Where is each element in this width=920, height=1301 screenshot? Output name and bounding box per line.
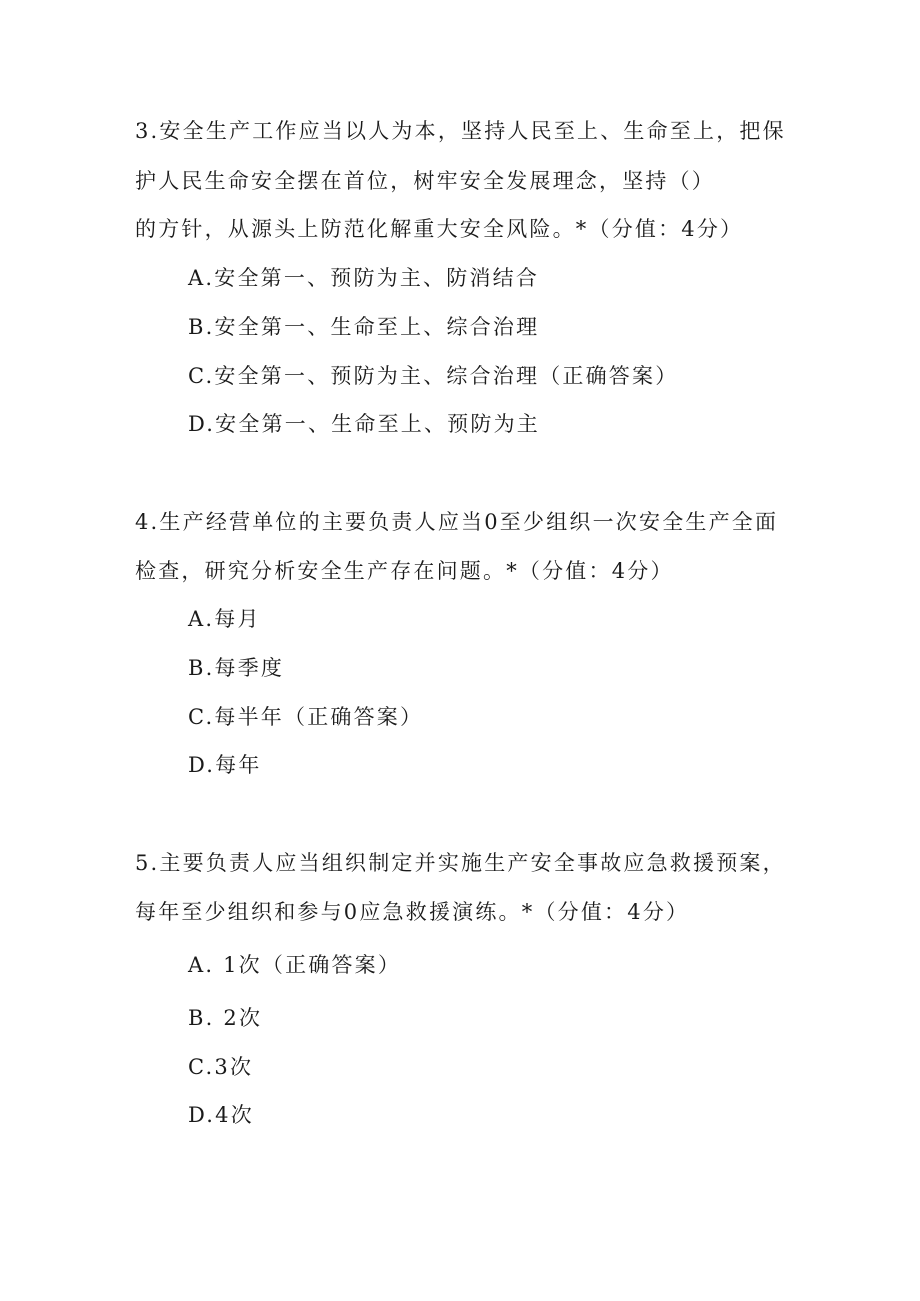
question-4-option-b: B.每季度 bbox=[188, 656, 285, 680]
question-5-option-c: C.3次 bbox=[188, 1055, 254, 1079]
question-3-stem-line-3: 的方针，从源头上防范化解重大安全风险。*（分值：4分） bbox=[135, 217, 744, 241]
question-4-stem-line-1: 4.生产经营单位的主要负责人应当0至少组织一次安全生产全面 bbox=[135, 510, 779, 534]
question-5-stem-line-1: 5.主要负责人应当组织制定并实施生产安全事故应急救援预案， bbox=[135, 851, 786, 875]
question-3-stem-line-1: 3.安全生产工作应当以人为本，坚持人民至上、生命至上，把保 bbox=[135, 119, 786, 143]
question-4-option-d: D.每年 bbox=[188, 753, 262, 777]
question-4-option-c: C.每半年（正确答案） bbox=[188, 705, 424, 729]
question-5-option-a: A. 1次（正确答案） bbox=[188, 953, 402, 977]
question-3-stem-line-2: 护人民生命安全摆在首位，树牢安全发展理念，坚持（） bbox=[135, 169, 715, 193]
question-4-stem-line-2: 检查，研究分析安全生产存在问题。*（分值：4分） bbox=[135, 559, 674, 583]
question-3-option-b: B.安全第一、生命至上、综合治理 bbox=[188, 315, 540, 339]
question-5-option-b: B. 2次 bbox=[188, 1006, 263, 1030]
question-5-stem-line-2: 每年至少组织和参与0应急救援演练。*（分值：4分） bbox=[135, 900, 690, 924]
question-3-option-c: C.安全第一、预防为主、综合治理（正确答案） bbox=[188, 364, 679, 388]
question-4-option-a: A.每月 bbox=[188, 607, 261, 631]
question-5-option-d: D.4次 bbox=[188, 1103, 254, 1127]
question-3-option-d: D.安全第一、生命至上、预防为主 bbox=[188, 412, 540, 436]
question-3-option-a: A.安全第一、预防为主、防消结合 bbox=[188, 266, 540, 290]
